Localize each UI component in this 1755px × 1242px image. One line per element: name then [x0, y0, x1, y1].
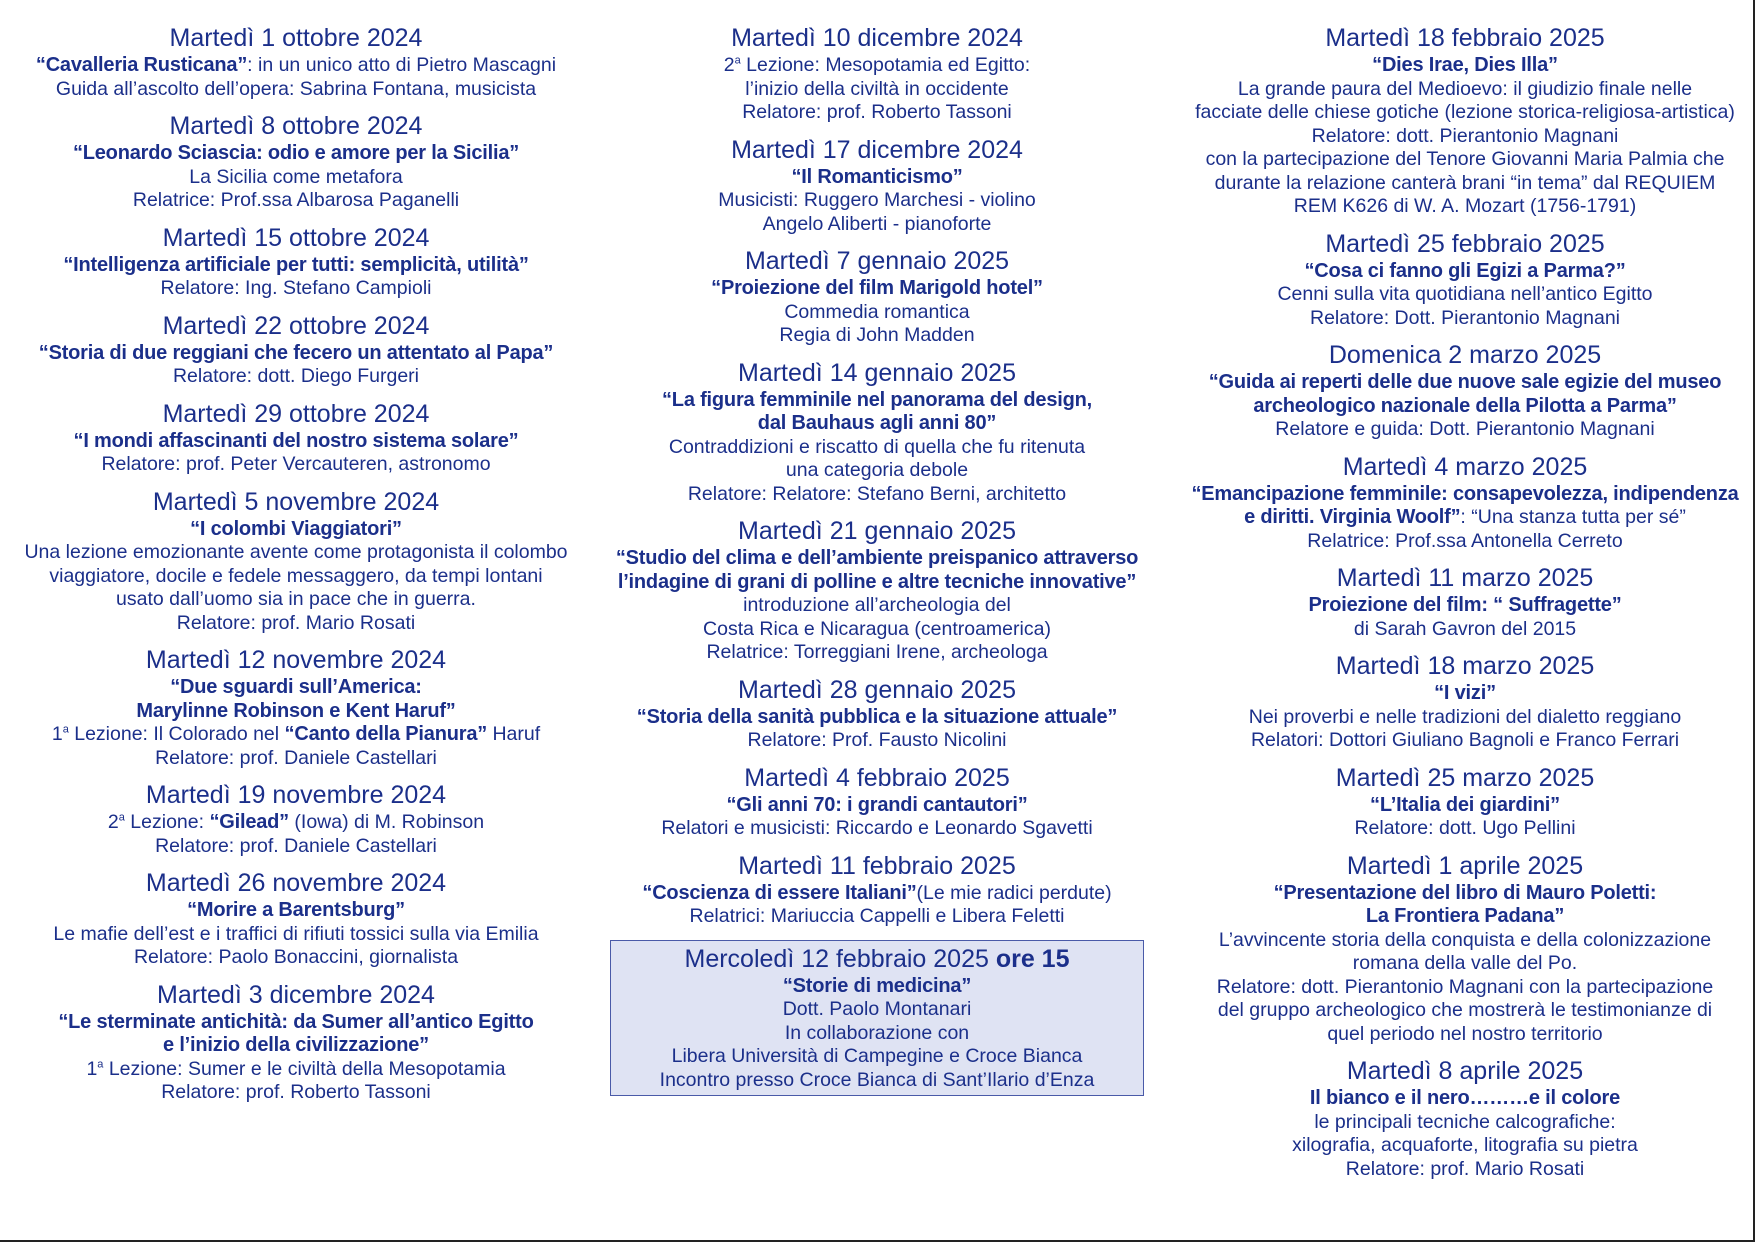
event-date: [597, 764, 1157, 793]
event-detail-text: Lezione: Il Colorado nel: [68, 723, 285, 745]
event-detail: [18, 1058, 574, 1082]
event-entry: [18, 312, 574, 389]
event-title: [18, 700, 574, 724]
event-detail-text: Le mafie dell’est e i traffici di rifiuti tossici sulla via Emilia: [53, 922, 539, 945]
event-entry: [18, 400, 574, 477]
event-detail: [18, 365, 574, 389]
event-date-text: Martedì 17 dicembre 2024: [731, 135, 1023, 164]
event-title-text: “Leonardo Sciascia: odio e amore per la Sicilia”: [72, 142, 520, 164]
event-title-text: “Storia della sanità pubblica e la situazione attuale”: [636, 705, 1118, 728]
event-entry: [1190, 652, 1740, 753]
event-entry: [597, 359, 1157, 507]
event-title-text: archeologico nazionale della Pilotta a Parma”: [1253, 394, 1677, 417]
event-detail: [1190, 952, 1740, 976]
event-detail: [18, 835, 574, 859]
event-detail: [597, 618, 1157, 642]
event-title: [597, 166, 1157, 190]
event-title: [1190, 483, 1740, 507]
event-detail: [1190, 618, 1740, 642]
lesson-number: 2: [723, 54, 735, 76]
event-title: [1190, 882, 1740, 906]
event-date: [597, 517, 1157, 546]
event-date: [1190, 230, 1740, 259]
event-detail-text: Musicisti: Ruggero Marchesi - violino: [718, 189, 1036, 211]
event-title-text: dal Bauhaus agli anni 80”: [757, 412, 997, 434]
event-entry: [18, 869, 574, 970]
event-entry: [1190, 564, 1740, 641]
lesson-number: 2: [107, 811, 119, 833]
event-title-text: “Due sguardi sull’America:: [170, 676, 422, 698]
event-entry: [18, 646, 574, 770]
event-detail: [1190, 506, 1740, 530]
event-date: [1190, 652, 1740, 681]
event-date-text: Martedì 21 gennaio 2025: [738, 517, 1016, 545]
event-title: [1190, 794, 1740, 818]
event-date-text: Martedì 11 febbraio 2025: [738, 851, 1016, 880]
event-title-text: “Canto della Pianura”: [284, 723, 488, 745]
event-detail: [1190, 976, 1740, 1000]
event-title-text: “Le sterminate antichità: da Sumer all’antico Egitto: [58, 1010, 534, 1033]
event-title-text: “Gilead”: [209, 811, 289, 833]
event-detail: [1190, 78, 1740, 102]
event-detail-text: Haruf: [487, 723, 541, 745]
event-date: [18, 869, 574, 898]
event-date: [597, 852, 1157, 881]
event-title-text: Proiezione del film: “ Suffragette”: [1308, 594, 1622, 616]
event-date-text: Martedì 19 novembre 2024: [145, 781, 447, 809]
event-title-text: “Cosa ci fanno gli Egizi a Parma?”: [1304, 259, 1626, 282]
event-title: [597, 794, 1157, 818]
event-detail: [18, 189, 574, 213]
event-entry: [597, 676, 1157, 753]
event-title: [18, 899, 574, 923]
event-detail: [617, 998, 1137, 1022]
event-entry: [1190, 764, 1740, 841]
event-title-text: “Emancipazione femminile: consapevolezza, indipendenza: [1191, 482, 1739, 505]
event-title: [18, 342, 574, 366]
event-title: [617, 975, 1137, 999]
event-date: [1190, 1057, 1740, 1086]
event-detail-text: L’avvincente storia della conquista e della colonizzazione: [1218, 928, 1712, 951]
ordinal-marker: a: [97, 1058, 104, 1070]
event-entry: [18, 781, 574, 858]
ordinal-marker: a: [118, 811, 125, 824]
event-detail: [597, 54, 1157, 78]
event-date-text: Domenica 2 marzo 2025: [1328, 341, 1602, 369]
event-detail: [1190, 729, 1740, 753]
event-detail: [617, 1022, 1137, 1046]
event-detail: [1190, 530, 1740, 554]
event-entry: [1190, 1057, 1740, 1181]
event-detail: [1190, 101, 1740, 125]
event-detail: [597, 101, 1157, 125]
event-detail-text: Incontro presso Croce Bianca di Sant’Ilario d’Enza: [659, 1068, 1095, 1091]
event-date-text: Martedì 1 ottobre 2024: [169, 24, 423, 52]
event-detail: [1190, 148, 1740, 172]
event-detail-text: : in un unico atto di Pietro Mascagni: [247, 54, 557, 76]
event-detail-text: Relatore: prof. Mario Rosati: [1345, 1157, 1585, 1180]
event-detail-text: La grande paura del Medioevo: il giudizio finale nelle: [1237, 77, 1693, 100]
event-detail-text: Relatore: prof. Peter Vercauteren, astronomo: [101, 453, 491, 475]
event-title-text: “I vizi”: [1434, 682, 1496, 704]
event-date-text: Martedì 4 marzo 2025: [1342, 452, 1588, 481]
event-title: [597, 547, 1157, 571]
event-detail-text: REM K626 di W. A. Mozart (1756-1791): [1293, 195, 1637, 217]
event-title: [18, 1011, 574, 1035]
program-column-1: [18, 24, 574, 1116]
event-detail: [597, 436, 1157, 460]
event-title-text: “Proiezione del film Marigold hotel”: [711, 277, 1043, 299]
event-detail: [1190, 283, 1740, 307]
event-detail: [1190, 817, 1740, 841]
event-detail-text: Relatore: prof. Mario Rosati: [176, 611, 416, 634]
event-detail: [597, 817, 1157, 841]
event-date-text: Martedì 22 ottobre 2024: [162, 311, 430, 340]
event-date: [1190, 764, 1740, 793]
event-title: [1190, 594, 1740, 618]
event-detail-text: una categoria debole: [785, 459, 969, 481]
event-detail: [18, 453, 574, 477]
event-detail-text: Lezione: Sumer e le civiltà della Mesopotamia: [103, 1057, 506, 1080]
event-date-text: Martedì 15 ottobre 2024: [162, 223, 430, 252]
event-detail-text: Relatrice: Prof.ssa Albarosa Paganelli: [132, 189, 460, 211]
event-detail-text: Relatore: dott. Ugo Pellini: [1354, 817, 1576, 839]
event-title: [597, 389, 1157, 413]
event-detail: [1190, 125, 1740, 149]
event-entry: [18, 981, 574, 1105]
event-title-text: Il bianco e il nero………e il colore: [1309, 1087, 1621, 1109]
event-detail: [18, 54, 574, 78]
event-title: [18, 142, 574, 166]
event-time: ore 15: [988, 944, 1070, 973]
event-detail: [1190, 172, 1740, 196]
event-detail: [18, 811, 574, 835]
event-detail: [597, 324, 1157, 348]
event-date: [18, 312, 574, 341]
event-title: [1190, 395, 1740, 419]
event-detail-text: Relatori: Dottori Giuliano Bagnoli e Franco Ferrari: [1250, 729, 1680, 751]
event-date: [597, 136, 1157, 165]
event-date-text: Martedì 8 ottobre 2024: [169, 112, 423, 140]
program-column-2: [597, 24, 1157, 1096]
event-detail: [1190, 195, 1740, 219]
event-entry: [597, 247, 1157, 348]
event-detail: [18, 1081, 574, 1105]
event-title: [1190, 371, 1740, 395]
event-detail-text: Relatore: dott. Diego Furgeri: [172, 365, 420, 387]
event-detail: [1190, 418, 1740, 442]
event-detail-text: xilografia, acquaforte, litografia su pietra: [1292, 1134, 1638, 1156]
event-detail-text: Relatore: prof. Daniele Castellari: [155, 746, 437, 769]
event-title: [1190, 905, 1740, 929]
event-detail: [597, 641, 1157, 665]
event-detail-text: (Iowa) di M. Robinson: [289, 811, 485, 833]
event-detail: [597, 301, 1157, 325]
event-date: [18, 400, 574, 429]
event-detail: [18, 723, 574, 747]
event-title: [18, 518, 574, 542]
event-entry: [1190, 852, 1740, 1047]
event-entry: [18, 24, 574, 101]
event-entry: [1190, 453, 1740, 554]
event-detail-text: Relatrici: Mariuccia Cappelli e Libera Feletti: [689, 905, 1065, 927]
event-title: [597, 277, 1157, 301]
event-detail-text: Relatore: Prof. Fausto Nicolini: [747, 729, 1007, 751]
event-date: [1190, 564, 1740, 593]
event-date-text: Martedì 10 dicembre 2024: [731, 24, 1023, 52]
event-detail: [18, 612, 574, 636]
event-title-text: “Cavalleria Rusticana”: [35, 54, 248, 76]
event-title-text: “Gli anni 70: i grandi cantautori”: [726, 793, 1028, 816]
event-detail-text: l’inizio della civiltà in occidente: [745, 77, 1009, 100]
event-detail: [597, 189, 1157, 213]
event-detail: [1190, 307, 1740, 331]
event-title: [597, 412, 1157, 436]
event-title-text: “Guida ai reperti delle due nuove sale egizie del museo: [1208, 371, 1722, 393]
event-detail: [597, 882, 1157, 906]
event-title-text: Marylinne Robinson e Kent Haruf”: [136, 699, 456, 722]
event-date-text: Martedì 12 novembre 2024: [145, 646, 447, 674]
event-date-text: Martedì 7 gennaio 2025: [744, 247, 1010, 275]
event-detail-text: Dott. Paolo Montanari: [782, 998, 972, 1020]
event-title: [597, 706, 1157, 730]
event-date-text: Martedì 11 marzo 2025: [1336, 564, 1594, 592]
ordinal-marker: a: [734, 54, 741, 67]
event-title: [1190, 1087, 1740, 1111]
event-title-text: “Coscienza di essere Italiani”: [642, 881, 917, 904]
event-date: [597, 24, 1157, 53]
event-date: [18, 224, 574, 253]
event-detail: [597, 729, 1157, 753]
event-date: [18, 981, 574, 1010]
event-date: [1190, 341, 1740, 370]
event-entry: [1190, 24, 1740, 219]
event-detail-text: Cenni sulla vita quotidiana nell’antico Egitto: [1277, 283, 1653, 305]
event-detail: [597, 483, 1157, 507]
event-title-text: “I mondi affascinanti del nostro sistema solare”: [73, 429, 519, 452]
event-detail-text: Relatrice: Prof.ssa Antonella Cerreto: [1307, 529, 1623, 552]
event-detail: [597, 905, 1157, 929]
event-title: [18, 1034, 574, 1058]
event-title-text: l’indagine di grani di polline e altre tecniche innovative”: [617, 570, 1137, 593]
event-date-text: Martedì 1 aprile 2025: [1346, 851, 1584, 880]
event-title-text: “La figura femminile nel panorama del design,: [662, 388, 1092, 411]
event-title: [597, 571, 1157, 595]
event-date-text: Martedì 3 dicembre 2024: [157, 980, 435, 1009]
event-title-text: “Il Romanticismo”: [791, 165, 963, 188]
event-detail-text: le principali tecniche calcografiche:: [1314, 1110, 1616, 1133]
event-date-text: Martedì 4 febbraio 2025: [744, 763, 1010, 792]
highlighted-event: [610, 940, 1144, 1097]
event-date-text: Martedì 18 febbraio 2025: [1325, 24, 1605, 52]
event-date: [597, 359, 1157, 388]
event-detail-text: Commedia romantica: [784, 300, 970, 323]
event-date-text: Martedì 5 novembre 2024: [152, 487, 440, 516]
event-detail-text: Relatrice: Torreggiani Irene, archeologa: [706, 641, 1048, 663]
event-detail: [18, 166, 574, 190]
event-date: [1190, 24, 1740, 53]
event-date-text: Martedì 25 marzo 2025: [1335, 763, 1595, 792]
event-detail: [597, 459, 1157, 483]
program-column-3: [1190, 24, 1740, 1192]
event-title: [18, 254, 574, 278]
event-detail-text: Guida all’ascolto dell’opera: Sabrina Fontana, musicista: [55, 77, 537, 100]
event-detail-text: (Le mie radici perdute): [916, 881, 1112, 904]
event-detail: [18, 277, 574, 301]
event-date-text: Martedì 29 ottobre 2024: [162, 399, 430, 428]
event-title-text: “Storia di due reggiani che fecero un attentato al Papa”: [38, 341, 554, 364]
event-detail: [1190, 999, 1740, 1023]
event-detail-text: Relatore: prof. Daniele Castellari: [155, 834, 437, 857]
event-date: [1190, 852, 1740, 881]
event-detail: [617, 1045, 1137, 1069]
event-entry: [18, 224, 574, 301]
event-detail-text: viaggiatore, docile e fedele messaggero, da tempi lontani: [49, 564, 543, 587]
event-title-text: “Presentazione del libro di Mauro Poletti:: [1273, 881, 1657, 904]
event-entry: [597, 24, 1157, 125]
lesson-number: 1: [51, 723, 63, 745]
event-date: [18, 646, 574, 675]
event-detail: [18, 565, 574, 589]
event-date: [18, 781, 574, 810]
event-entry: [18, 112, 574, 213]
event-detail-text: Angelo Aliberti - pianoforte: [762, 212, 992, 235]
event-detail-text: In collaborazione con: [784, 1021, 970, 1044]
event-title-text: “Dies Irae, Dies Illa”: [1372, 54, 1558, 76]
event-detail-text: del gruppo archeologico che mostrerà le testimonianze di: [1217, 999, 1713, 1021]
event-title: [1190, 54, 1740, 78]
event-entry: [597, 136, 1157, 237]
event-detail: [18, 78, 574, 102]
event-detail-text: Lezione:: [124, 811, 210, 833]
event-detail: [597, 594, 1157, 618]
event-detail-text: Relatori e musicisti: Riccardo e Leonardo Sgavetti: [661, 817, 1093, 839]
event-detail: [18, 946, 574, 970]
event-title: [1190, 682, 1740, 706]
ordinal-marker: a: [62, 723, 69, 736]
event-detail-text: introduzione all’archeologia del: [743, 594, 1011, 616]
event-detail-text: La Sicilia come metafora: [189, 165, 403, 188]
lesson-number: 1: [86, 1057, 98, 1080]
event-detail-text: : “Una stanza tutta per sé”: [1460, 506, 1686, 528]
event-detail: [18, 923, 574, 947]
event-title-text: “I colombi Viaggiatori”: [190, 517, 402, 540]
event-date: [617, 945, 1137, 974]
event-detail-text: Nei proverbi e nelle tradizioni del dialetto reggiano: [1248, 705, 1682, 728]
event-date-text: Martedì 14 gennaio 2025: [738, 358, 1016, 387]
event-detail-text: Relatore: Ing. Stefano Campioli: [160, 277, 432, 299]
event-detail: [1190, 1158, 1740, 1182]
event-title-text: La Frontiera Padana”: [1365, 905, 1565, 927]
event-detail: [18, 588, 574, 612]
event-detail-text: Relatore e guida: Dott. Pierantonio Magnani: [1275, 418, 1655, 440]
event-title-text: “Intelligenza artificiale per tutti: semplicità, utilità”: [63, 253, 529, 276]
event-detail-text: quel periodo nel nostro territorio: [1327, 1022, 1603, 1045]
event-entry: [597, 852, 1157, 929]
event-detail-text: con la partecipazione del Tenore Giovanni Maria Palmia che: [1205, 148, 1725, 170]
event-detail: [597, 213, 1157, 237]
event-detail: [1190, 706, 1740, 730]
event-detail-text: Relatore: dott. Pierantonio Magnani: [1311, 124, 1619, 147]
event-detail: [18, 541, 574, 565]
event-date-text: Martedì 25 febbraio 2025: [1325, 229, 1605, 258]
event-date: [597, 676, 1157, 705]
event-title-text: “L’Italia dei giardini”: [1370, 793, 1560, 816]
event-detail-text: Libera Università di Campegine e Croce Bianca: [671, 1045, 1083, 1067]
event-detail-text: Relatore: Relatore: Stefano Berni, architetto: [687, 482, 1067, 505]
event-entry: [597, 517, 1157, 665]
event-detail-text: Una lezione emozionante avente come protagonista il colombo: [24, 541, 568, 563]
event-date: [18, 24, 574, 53]
event-date: [597, 247, 1157, 276]
event-date-text: Martedì 18 marzo 2025: [1335, 652, 1595, 680]
event-entry: [1190, 230, 1740, 331]
event-date-text: Mercoledì 12 febbraio 2025: [684, 944, 989, 973]
event-detail: [1190, 1111, 1740, 1135]
event-detail: [1190, 1023, 1740, 1047]
event-date: [18, 112, 574, 141]
event-detail-text: Contraddizioni e riscatto di quella che fu ritenuta: [668, 435, 1086, 458]
event-title-text: “Studio del clima e dell’ambiente preispanico attraverso: [615, 547, 1139, 569]
event-detail: [1190, 1134, 1740, 1158]
event-date-text: Martedì 26 novembre 2024: [145, 869, 447, 897]
event-detail-text: durante la relazione canterà brani “in tema” dal REQUIEM: [1214, 171, 1716, 194]
event-detail-text: Relatore: Dott. Pierantonio Magnani: [1309, 306, 1620, 329]
event-detail-text: Regia di John Madden: [779, 324, 975, 346]
event-entry: [597, 764, 1157, 841]
event-detail-text: usato dall’uomo sia in pace che in guerra.: [116, 588, 476, 610]
event-title-text: “Storie di medicina”: [782, 974, 972, 997]
event-detail-text: Relatore: prof. Roberto Tassoni: [161, 1081, 431, 1103]
event-title: [18, 430, 574, 454]
event-detail: [617, 1069, 1137, 1093]
event-date-text: Martedì 8 aprile 2025: [1346, 1057, 1584, 1085]
event-entry: [1190, 341, 1740, 442]
event-detail-text: facciate delle chiese gotiche (lezione storica-religiosa-artistica): [1195, 101, 1735, 123]
event-title: [1190, 260, 1740, 284]
event-date: [1190, 453, 1740, 482]
event-entry: [18, 488, 574, 636]
event-detail-text: Relatore: dott. Pierantonio Magnani con la partecipazione: [1216, 975, 1714, 998]
event-detail-text: di Sarah Gavron del 2015: [1353, 617, 1577, 640]
event-date-text: Martedì 28 gennaio 2025: [738, 675, 1016, 704]
event-title-text: e l’inizio della civilizzazione”: [163, 1034, 429, 1056]
event-detail-text: Costa Rica e Nicaragua (centroamerica): [703, 617, 1051, 640]
event-title-text: e diritti. Virginia Woolf”: [1244, 506, 1461, 528]
event-title: [18, 676, 574, 700]
event-title-text: “Morire a Barentsburg”: [187, 899, 405, 921]
event-detail-text: Relatore: prof. Roberto Tassoni: [742, 101, 1012, 123]
event-detail: [1190, 929, 1740, 953]
event-date: [18, 488, 574, 517]
event-detail: [597, 78, 1157, 102]
event-detail-text: Relatore: Paolo Bonaccini, giornalista: [133, 946, 459, 968]
event-detail: [18, 747, 574, 771]
event-detail-text: Lezione: Mesopotamia ed Egitto:: [740, 54, 1031, 76]
event-detail-text: romana della valle del Po.: [1352, 952, 1578, 974]
